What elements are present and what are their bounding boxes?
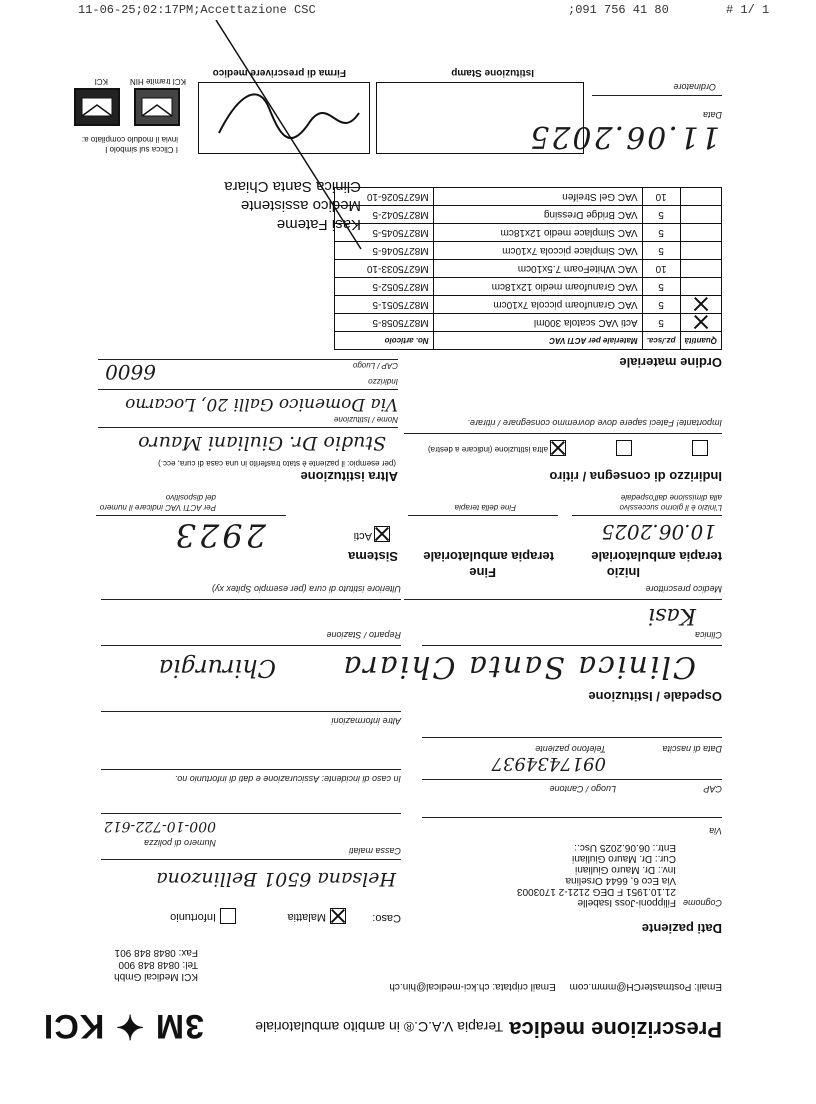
logo-3m-kci: 3M ✦ KCI [42, 1007, 204, 1045]
altra-example: (per esempio: il paziente è stato trasferito in una casa di cura, ecc.) [158, 459, 396, 468]
form-title-rest: Terapia V.A.C.® in ambito ambulatoriale [255, 1019, 504, 1035]
fax-page: # 1/ 1 [726, 3, 770, 17]
fax-header [0, 3, 816, 19]
clinica-label: Clinica [694, 630, 722, 640]
delivery-heading: Indirizzo di consegna / ritiro [549, 469, 722, 484]
cap-value: 6600 [105, 360, 156, 384]
header-materiale: Materiale per ACTI VAC [433, 332, 642, 350]
polizza-value: 000-10-722-612 [103, 818, 216, 834]
order-row-desc: Acti VAC scatola 300ml [433, 314, 642, 332]
altra-heading: Altra istituzione [300, 469, 398, 484]
order-row-qty: 10 [642, 188, 680, 206]
order-row-desc: VAC WhiteFoam 7.5x10cm [433, 260, 642, 278]
inizio-note-1: L'inizio è il giorno successivo [619, 503, 722, 512]
sistema-heading: Sistema [348, 549, 398, 564]
order-row-desc: VAC Gel Streifen [433, 188, 642, 206]
firma-label: Firma di prescrivere medico [212, 67, 346, 78]
form-title-bold: Prescrizione medica [509, 1017, 722, 1042]
patient-stamp: Filipponi-Joss Isabelle 21.10.1951 F DEG 2121-2 1703003 Via Eco 6, 6644 Orselina Inv.: Dr. Mauro Giuliani Cur.: Dr. Mauro Giuliani Entr.: 06.06.2025 Usc.: [516, 842, 676, 908]
data-value: 11.06.2025 [528, 119, 720, 154]
nome-label: Nome / Istituzione [333, 415, 398, 424]
email-link[interactable]: PostmasterCH@mmm.com [569, 981, 692, 992]
order-row-desc: VAC Simplace medio 12x18cm [433, 224, 642, 242]
reparto-label: Reparto / Stazione [326, 630, 401, 640]
scanned-form [0, 20, 816, 1104]
altra-istituzione-label: altra istituzione (indicare a destra) [427, 445, 548, 454]
cap-luogo-label: CAP / Luogo [352, 361, 398, 370]
malattia-label: Malattia [287, 911, 326, 923]
fine-heading: Fine [469, 565, 496, 580]
header-pz: pz./sca. [642, 332, 680, 350]
header-articolo: No. articolo [334, 332, 433, 350]
nome-value: Studio Dr. Giuliani Mauro [138, 432, 386, 454]
sistema-note-2: del dispositivo [165, 493, 216, 502]
clinica-value: Clinica Santa Chiara [341, 649, 696, 684]
order-row-qty: 10 [642, 260, 680, 278]
order-row-qty: 5 [642, 296, 680, 314]
pen-stroke [0, 20, 816, 1104]
fax-sender: 11-06-25;02:17PM;Accettazione CSC [78, 3, 316, 17]
ulteriore-label: Ulteriore istituto di cura (per esempio Spitex xy) [211, 584, 401, 594]
telefono-label: Telefono paziente [535, 744, 606, 754]
email-encrypted-link[interactable]: ch.kci-medical@hin.ch [389, 981, 490, 992]
order-heading: Ordine materiale [619, 355, 722, 370]
header-quantita: Quantità [680, 332, 721, 350]
caso-label: Caso: [372, 912, 401, 924]
order-row-desc: VAC Granufoam medio 12x18cm [433, 278, 642, 296]
sistema-note-1: Per ACTI VAC indicare il numero [99, 503, 216, 512]
fax-number: ;091 756 41 80 [568, 3, 669, 17]
delivery-note: Importante! Fateci sapere dove dovremmo consegnare / ritirare. [467, 418, 722, 428]
telefono-value: 0917434937 [491, 753, 606, 774]
luogo-label: Luogo / Cantone [549, 784, 616, 794]
incidente-label: In caso di incidente: Assicurazione e dati di infortunio no. [174, 774, 401, 784]
fine-sub: terapia ambulatoriale [423, 549, 554, 564]
cognome-label: Cognome [682, 898, 722, 908]
inizio-heading: Inizio [606, 565, 640, 580]
inizio-value: 10.06.2025 [601, 520, 716, 544]
order-row-code: M8275058-5 [334, 314, 433, 332]
acti-label: Acti [353, 530, 372, 542]
cap-label: CAP [703, 784, 722, 794]
send-instructions: I Clicca sul simbolo I invia il modulo compilato a: [81, 135, 178, 154]
ordinatore-label: Ordinatore [673, 82, 716, 92]
medico-value: Kasi [648, 603, 696, 628]
physician-role: Medico assistente [240, 197, 361, 214]
hospital-heading: Ospedale / Istituzione [588, 689, 722, 704]
physician-name: Kasi Fateme [276, 216, 361, 233]
stamp-label: Istituzione Stamp [451, 67, 534, 78]
physician-clinic: Clinica Santa Chiara [224, 178, 361, 195]
indirizzo-label: Indirizzo [368, 377, 398, 386]
patient-heading: Dati paziente [641, 921, 722, 936]
indirizzo-value: Via Domenico Galli 20, Locarno [125, 394, 398, 414]
data-label: Data [702, 110, 722, 120]
inizio-note-2: alla dimissione dall'ospedale [620, 493, 722, 502]
order-row-code: M6275033-10 [334, 260, 433, 278]
cassa-label: Cassa malati [348, 846, 401, 856]
order-row-qty: 5 [642, 206, 680, 224]
altre-info-label: Altre informazioni [331, 716, 401, 726]
via-label: Via [709, 826, 722, 836]
hin-label: KCI tramite HIN [129, 77, 186, 86]
sistema-value: 2923 [172, 516, 266, 554]
kci-label: KCI [94, 77, 108, 86]
order-row-code: M8275042-5 [334, 206, 433, 224]
order-row-desc: VAC Granufoam piccola 7x10cm [433, 296, 642, 314]
order-row-desc: VAC Simplace piccola 7x10cm [433, 242, 642, 260]
order-row-qty: 5 [642, 278, 680, 296]
order-row-qty: 5 [642, 224, 680, 242]
company-contact: KCI Medical Gmbh Tel: 0848 848 900 Fax: 0848 848 901 [114, 947, 198, 982]
email-line: Email: PostmasterCH@mmm.com Email criptata: ch.kci-medical@hin.ch [389, 981, 722, 992]
order-row-code: M8275052-5 [334, 278, 433, 296]
infortunio-label: Infortunio [170, 911, 216, 923]
fine-label: Fine della terapia [454, 503, 516, 512]
inizio-sub: terapia ambulatoriale [591, 549, 722, 564]
order-row-code: M8275051-5 [334, 296, 433, 314]
nascita-label: Data di nascita [662, 744, 722, 754]
medico-label: Medico prescrittore [645, 584, 722, 594]
order-row-qty: 5 [642, 314, 680, 332]
reparto-value: Chirurgia [158, 654, 276, 682]
order-row-desc: VAC Bridge Dressing [433, 206, 642, 224]
polizza-label: Numero di polizza [143, 838, 216, 848]
order-row-code: M8275045-5 [334, 224, 433, 242]
cassa-value: Helsana 6501 Bellinzona [156, 868, 396, 890]
order-row-code: M6275026-10 [334, 188, 433, 206]
order-row-qty: 5 [642, 242, 680, 260]
order-row-code: M8275046-5 [334, 242, 433, 260]
